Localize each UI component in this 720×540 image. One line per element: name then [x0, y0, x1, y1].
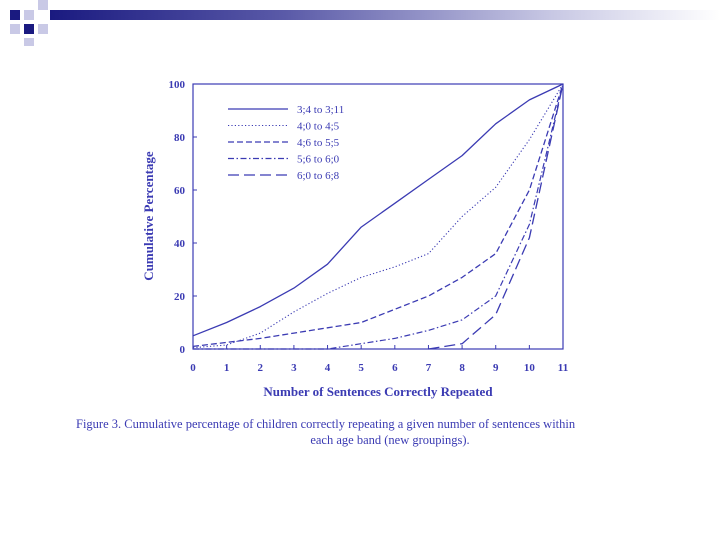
- x-tick-label: 6: [392, 362, 398, 374]
- y-axis-label: Cumulative Percentage: [141, 151, 156, 281]
- x-tick-label: 1: [223, 362, 230, 374]
- x-tick-label: 5: [358, 362, 364, 374]
- y-tick-label: 40: [174, 238, 185, 250]
- x-axis-label: Number of Sentences Correctly Repeated: [263, 384, 493, 399]
- y-tick-label: 20: [174, 291, 185, 303]
- x-tick-label: 7: [425, 362, 432, 374]
- caption-line-2: each age band (new groupings).: [310, 433, 470, 447]
- x-tick-label: 2: [257, 362, 264, 374]
- legend-label: 4;6 to 5;5: [297, 137, 340, 149]
- y-tick-label: 60: [174, 185, 185, 197]
- chart-series: [193, 84, 563, 349]
- series-line-1: [193, 84, 563, 336]
- y-tick-label: 100: [168, 79, 185, 91]
- figure-caption: [60, 416, 660, 448]
- legend-label: 5;6 to 6;0: [297, 153, 340, 166]
- x-tick-label: 0: [190, 362, 196, 374]
- plot-frame: [193, 84, 563, 349]
- chart-legend: [228, 104, 344, 182]
- chart-axes: [169, 79, 569, 374]
- x-tick-label: 10: [523, 362, 535, 374]
- y-tick-label: 0: [179, 344, 185, 356]
- x-tick-label: 11: [557, 362, 569, 374]
- series-line-4: [193, 84, 563, 349]
- legend-label: 3;4 to 3;11: [297, 104, 345, 116]
- y-tick-label: 80: [174, 132, 185, 144]
- x-tick-label: 4: [324, 362, 331, 374]
- x-tick-label: 8: [459, 362, 465, 374]
- legend-label: 4;0 to 4;5: [297, 120, 340, 133]
- x-tick-label: 9: [492, 362, 499, 374]
- x-tick-label: 3: [291, 362, 297, 374]
- legend-label: 6;0 to 6;8: [297, 170, 340, 182]
- caption-line-1: Figure 3. Cumulative percentage of children correctly repeating a given number of sentences within: [76, 417, 576, 431]
